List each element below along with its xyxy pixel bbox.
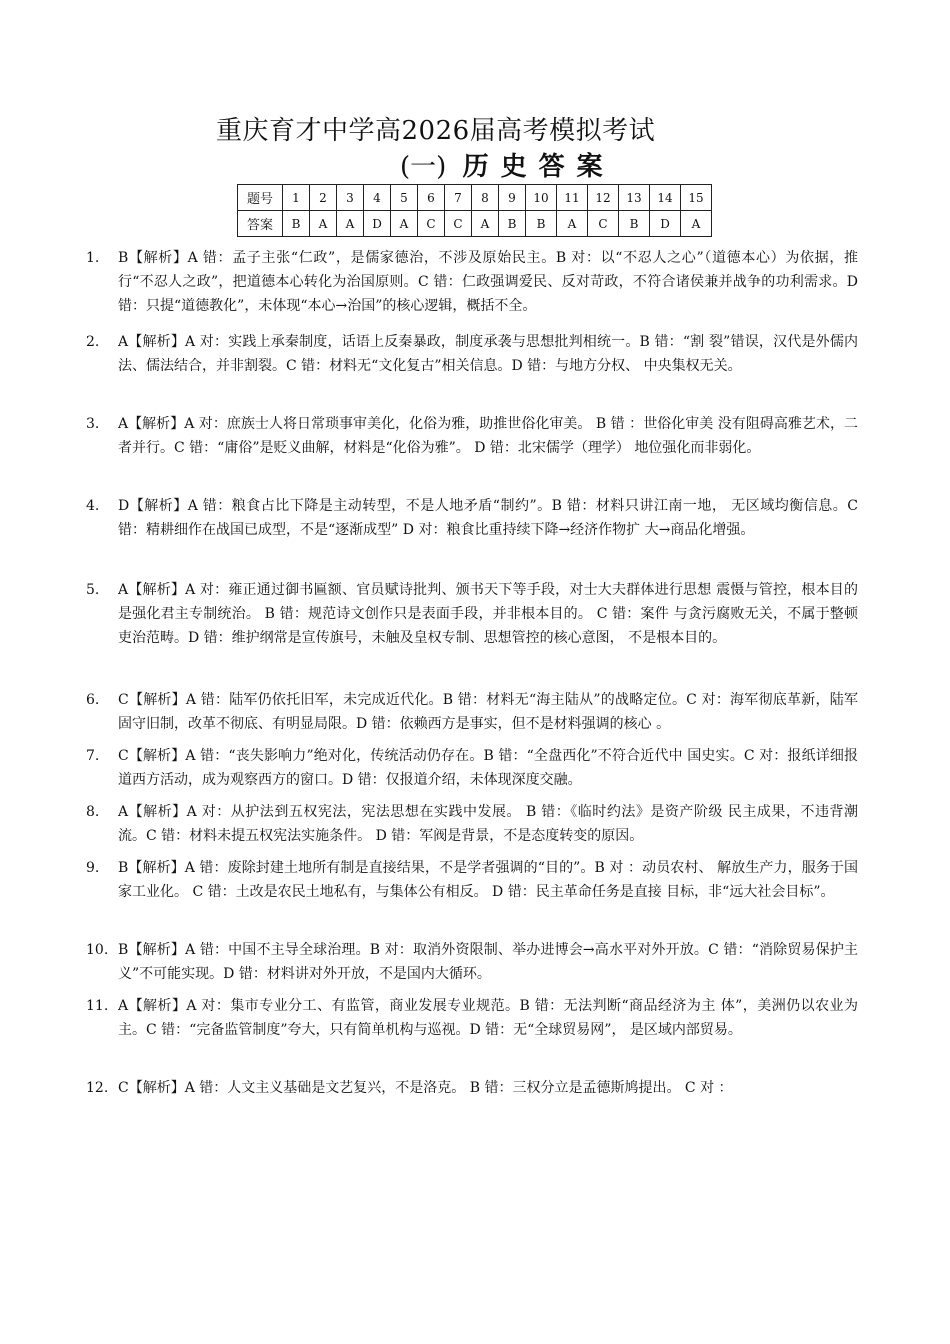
table-cell: C xyxy=(445,211,472,237)
question-number: 4. xyxy=(86,498,100,514)
answer-explanation xyxy=(86,994,858,1042)
table-cell: 11 xyxy=(557,185,588,211)
answer-explanation xyxy=(86,856,858,904)
table-cell: 4 xyxy=(364,185,391,211)
table-cell: A xyxy=(337,211,364,237)
explanation-text: A【解析】A 对：集市专业分工、有监管，商业发展专业规范。B 错：无法判断“商品经济为主 体”，美洲仍以农业为主。C 错：“完备监管制度”夸大，只有简单机构与巡视。D 错：无“全球贸易网”， 是区域内部贸易。 xyxy=(118,998,858,1038)
table-cell: A xyxy=(310,211,337,237)
table-cell: A xyxy=(681,211,712,237)
explanation-text: D【解析】A 错：粮食占比下降是主动转型，不是人地矛盾“制约”。B 错：材料只讲江南一地， 无区域均衡信息。C 错：精耕细作在战国已成型，不是“逐渐成型” D 对：粮食比重持续下降→经济作物扩 大→商品化增强。 xyxy=(118,498,858,538)
answer-explanation xyxy=(86,1076,858,1100)
table-cell: 8 xyxy=(472,185,499,211)
question-number: 11. xyxy=(86,998,109,1014)
subject-name: 历史答案 xyxy=(462,152,615,182)
table-cell: B xyxy=(526,211,557,237)
table-cell: 7 xyxy=(445,185,472,211)
answer-explanation xyxy=(86,330,858,378)
explanation-text: C【解析】A 错：陆军仍依托旧军，未完成近代化。B 错：材料无“海主陆从”的战略定位。C 对：海军彻底革新，陆军固守旧制，改革不彻底、有明显局限。D 错：依赖西方是事实，但不是材料强调的核心 。 xyxy=(118,692,858,732)
answer-explanation xyxy=(86,412,858,460)
question-number: 7. xyxy=(86,748,100,764)
explanation-text: B【解析】A 错：孟子主张“仁政”，是儒家德治，不涉及原始民主。B 对：以“不忍人之心”（道德本心）为依据，推行“不忍人之政”，把道德本心转化为治国原则。C 错：仁政强调爱民、反对苛政，不符合诸侯兼并战争的功利需求。D 错：只提“道德教化”，未体现“本心→治国”的核心逻辑，概括不全。 xyxy=(118,250,858,314)
subject-title xyxy=(400,146,615,183)
question-number: 8. xyxy=(86,804,100,820)
table-cell: D xyxy=(650,211,681,237)
answer-table-number-row xyxy=(238,185,712,211)
question-number: 10. xyxy=(86,942,109,958)
table-cell: 5 xyxy=(391,185,418,211)
table-cell: 14 xyxy=(650,185,681,211)
explanation-text: A【解析】A 对：从护法到五权宪法，宪法思想在实践中发展。 B 错：《临时约法》是资产阶级 民主成果，不违背潮流。C 错：材料未提五权宪法实施条件。 D 错：军阀是背景，不是态度转变的原因。 xyxy=(118,804,858,844)
explanation-text: B【解析】A 错：中国不主导全球治理。B 对：取消外资限制、举办进博会→高水平对外开放。C 错：“消除贸易保护主义”不可能实现。D 错：材料讲对外开放，不是国内大循环。 xyxy=(118,942,858,982)
answer-explanation xyxy=(86,744,858,792)
table-cell: B xyxy=(499,211,526,237)
table-cell: A xyxy=(557,211,588,237)
answer-explanation xyxy=(86,246,858,318)
table-cell: A xyxy=(472,211,499,237)
answer-table xyxy=(237,184,712,237)
question-number-header: 题号 xyxy=(238,185,283,211)
exam-title: 重庆育才中学高2026届高考模拟考试 xyxy=(216,116,656,146)
table-cell: B xyxy=(283,211,310,237)
answer-header: 答案 xyxy=(238,211,283,237)
table-cell: 1 xyxy=(283,185,310,211)
paper-number: (一) xyxy=(400,152,447,182)
table-cell: 10 xyxy=(526,185,557,211)
answer-explanation xyxy=(86,578,858,650)
answer-table-answer-row xyxy=(238,211,712,237)
table-cell: D xyxy=(364,211,391,237)
table-cell: 9 xyxy=(499,185,526,211)
explanation-text: A【解析】A 对：雍正通过御书匾额、官员赋诗批判、颁书天下等手段，对士大夫群体进行思想 震慑与管控，根本目的是强化君主专制统治。 B 错：规范诗文创作只是表面手段，并非根本目的。 C 错：案件 与贪污腐败无关，不属于整顿吏治范畴。D 错：维护纲常是宣传旗号，未触及皇权专制、思想管控的核心意图， 不是根本目的。 xyxy=(118,582,858,646)
table-cell: 12 xyxy=(588,185,619,211)
table-cell: C xyxy=(418,211,445,237)
answer-explanation xyxy=(86,800,858,848)
table-cell: 13 xyxy=(619,185,650,211)
explanation-text: A【解析】A 对：实践上承秦制度，话语上反秦暴政，制度承袭与思想批判相统一。B 错：“割 裂”错误，汉代是外儒内法、儒法结合，并非割裂。C 错：材料无“文化复古”相关信息。D 错：与地方分权、 中央集权无关。 xyxy=(118,334,858,374)
explanation-text: C【解析】A 错：“丧失影响力”绝对化，传统活动仍存在。B 错：“全盘西化”不符合近代中 国史实。C 对：报纸详细报道西方活动，成为观察西方的窗口。D 错：仅报道介绍，未体现深度交融。 xyxy=(118,748,858,788)
table-cell: B xyxy=(619,211,650,237)
question-number: 9. xyxy=(86,860,100,876)
explanation-text: A【解析】A 对：庶族士人将日常琐事审美化，化俗为雅，助推世俗化审美。 B 错 ：世俗化审美 没有阻碍高雅艺术，二者并行。C 错：“庸俗”是贬义曲解，材料是“化俗为雅”。 D 错：北宋儒学（理学） 地位强化而非弱化。 xyxy=(118,416,858,456)
question-number: 6. xyxy=(86,692,100,708)
table-cell: 2 xyxy=(310,185,337,211)
answer-explanation xyxy=(86,688,858,736)
table-cell: 15 xyxy=(681,185,712,211)
question-number: 2. xyxy=(86,334,100,350)
question-number: 5. xyxy=(86,582,100,598)
answer-explanation xyxy=(86,494,858,542)
explanation-text: C【解析】A 错：人文主义基础是文艺复兴，不是洛克。 B 错：三权分立是孟德斯鸠提出。 C 对 ： xyxy=(118,1080,733,1096)
question-number: 3. xyxy=(86,416,100,432)
question-number: 12. xyxy=(86,1080,109,1096)
explanation-text: B【解析】A 错：废除封建土地所有制是直接结果，不是学者强调的“目的”。B 对 ：动员农村、 解放生产力，服务于国家工业化。 C 错：土改是农民土地私有，与集体公有相反。 D 错：民主革命任务是直接 目标，非“远大社会目标”。 xyxy=(118,860,858,900)
answer-explanation xyxy=(86,938,858,986)
table-cell: 3 xyxy=(337,185,364,211)
question-number: 1. xyxy=(86,250,100,266)
table-cell: C xyxy=(588,211,619,237)
table-cell: A xyxy=(391,211,418,237)
table-cell: 6 xyxy=(418,185,445,211)
